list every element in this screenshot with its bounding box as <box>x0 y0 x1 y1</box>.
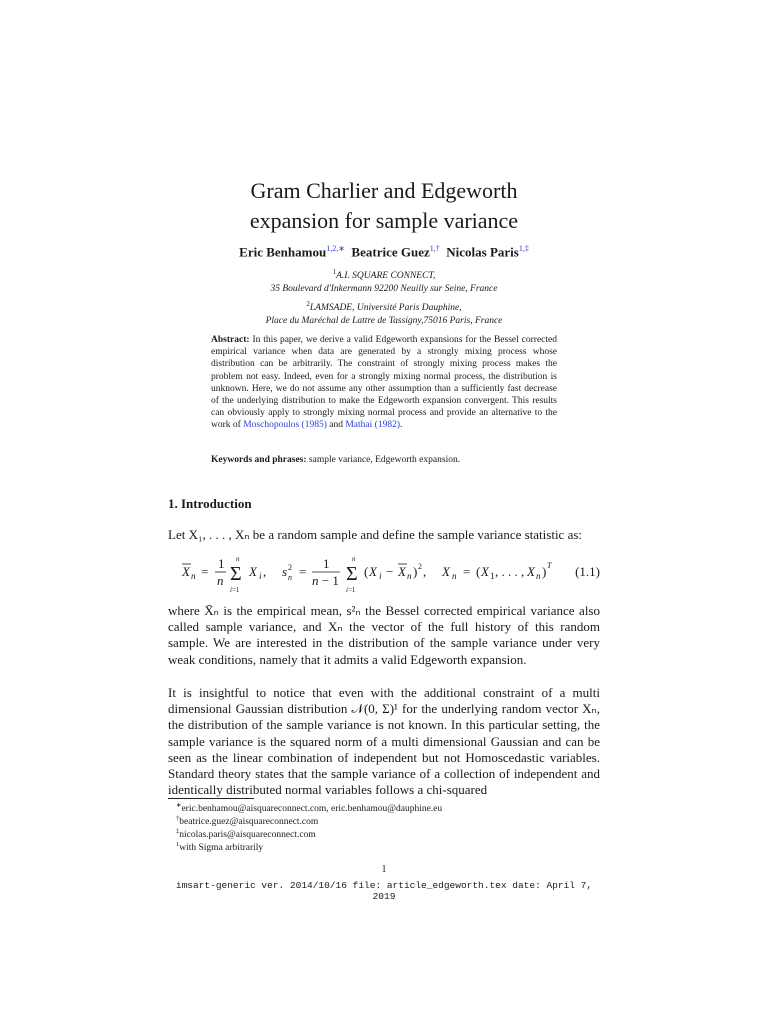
title-line-2: expansion for sample variance <box>249 208 519 233</box>
svg-text:X: X <box>249 564 257 579</box>
svg-text:X: X <box>442 564 450 579</box>
affiliation-1 <box>150 266 618 296</box>
paper-title <box>120 176 648 236</box>
svg-text:i: i <box>259 571 262 581</box>
equation-1-1 <box>168 552 600 594</box>
svg-text:n: n <box>191 571 196 581</box>
affiliation-address: Place du Maréchal de Lattre de Tassigny,75016 Paris, France <box>265 316 503 327</box>
title-line-1: Gram Charlier and Edgeworth <box>250 178 518 203</box>
footnote-text: eric.benhamou@aisquareconnect.com, eric.benhamou@dauphine.eu <box>181 804 443 815</box>
svg-text:X: X <box>369 564 377 579</box>
citation-link[interactable]: Moschopoulos (1985) <box>243 420 327 431</box>
svg-text:n: n <box>288 573 292 582</box>
keywords-label: Keywords and phrases: <box>211 455 307 465</box>
svg-text:Σ: Σ <box>230 563 242 585</box>
author-name: Nicolas Paris <box>446 244 519 260</box>
affiliation-number: 1 <box>332 268 337 276</box>
svg-text:n − 1: n − 1 <box>312 573 339 588</box>
author-affiliation-mark: 1,† <box>429 244 440 253</box>
svg-text:n: n <box>536 571 541 581</box>
svg-text:,: , <box>263 564 267 579</box>
svg-text:X: X <box>182 564 190 579</box>
svg-text:X: X <box>481 564 489 579</box>
svg-text:=: = <box>463 564 471 579</box>
footnote-mark: † <box>176 815 180 822</box>
footnote-text: beatrice.guez@aisquareconnect.com <box>179 817 319 828</box>
author-name: Beatrice Guez <box>351 244 430 260</box>
svg-text:X: X <box>527 564 535 579</box>
svg-text:2: 2 <box>288 563 292 572</box>
svg-text:1: 1 <box>218 556 225 571</box>
svg-text:1: 1 <box>323 556 330 571</box>
author-name: Eric Benhamou <box>239 244 327 260</box>
footnote-mark: 1 <box>176 841 180 848</box>
footnote-text: with Sigma arbitrarily <box>179 843 264 854</box>
svg-text:−: − <box>386 564 394 579</box>
abstract-label: Abstract: <box>211 335 250 345</box>
affiliation-number: 2 <box>306 300 310 308</box>
svg-text:(: ( <box>476 564 481 579</box>
svg-text:s: s <box>282 564 288 579</box>
svg-text:i=1: i=1 <box>346 586 356 594</box>
svg-text:2: 2 <box>418 562 422 571</box>
svg-text:n: n <box>217 573 224 588</box>
affiliation-address: 35 Boulevard d'Inkermann 92200 Neuilly sur Seine, France <box>270 284 498 295</box>
intro-sentence: Let X₁, . . . , Xₙ be a random sample and define the sample variance statistic as: <box>168 527 583 542</box>
author-affiliation-mark: 1,‡ <box>518 244 529 253</box>
svg-text:n: n <box>352 555 356 563</box>
author-list <box>120 244 648 260</box>
svg-text:): ) <box>542 564 547 579</box>
footnote <box>176 838 263 855</box>
citation-link[interactable]: Mathai (1982) <box>345 420 400 431</box>
affiliation-name: A.I. SQUARE CONNECT, <box>336 271 436 282</box>
section-heading: 1. Introduction <box>168 496 252 511</box>
footnote-mark: ‡ <box>176 828 180 835</box>
svg-text:i: i <box>379 571 382 581</box>
conjunction: and <box>329 420 343 431</box>
svg-text:=: = <box>201 564 209 579</box>
abstract: Abstract: In this paper, we derive a valid Edgeworth expansions for the Bessel corrected empirical variance when data are generated by a strongly mixing process whose distribution can be arbitrarily. The constraint of strongly mixing process makes the problem not easy. Indeed, even for a strongly mixing normal process, the distribution is unknown. Here, we do not assume any other assumption than a sufficiently fast decrease of the underlying distribution to make the Edgeworth expansion convergent. This results can obviously apply to strongly mixing normal process and provide an alternative to the work of Moschopoulos (1985) and Mathai (1982). <box>211 335 558 431</box>
svg-text:X: X <box>398 564 406 579</box>
page-number: 1 <box>381 864 387 875</box>
author-affiliation-mark: 1,2,∗ <box>326 244 345 253</box>
svg-text:T: T <box>547 561 552 570</box>
affiliation-2 <box>150 298 618 328</box>
abstract-text: In this paper, we derive a valid Edgeworth expansions for the Bessel corrected empirical variance when data are generated by a strongly mixing process whose distribution can be arbitrarily. The constraint of strongly mixing process makes the problem not easy. Indeed, even for a strongly mixing normal process, the distribution is unknown. Here, we do not assume any other assumption than a sufficiently fast decrease of the underlying distribution to make the Edgeworth expansion convergent. This results can obviously apply to strongly mixing normal process and provide an alternative to the work of <box>211 335 558 431</box>
paragraph: where X̄ₙ is the empirical mean, s²ₙ the Bessel corrected empirical variance also called sample variance, and Xₙ the vector of the full history of this random sample. We are interested in the distribution of the sample variance under very weak conditions, namely that it admits a valid Edgeworth expansion. <box>168 603 600 667</box>
equation-graphic <box>168 552 600 594</box>
svg-text:n: n <box>407 571 412 581</box>
svg-text:n: n <box>236 555 240 563</box>
footnote-mark: ∗ <box>176 802 182 809</box>
svg-text:=: = <box>299 564 307 579</box>
paragraph: It is insightful to notice that even with the additional constraint of a multi dimensional Gaussian distribution 𝒩(0, Σ)¹ for the underlying random vector Xₙ, the distribution of the sample variance is not known. In this particular setting, the sample variance is the squared norm of a multi dimensional Gaussian and can be seen as the linear combination of independent but not Homoscedastic variables. Standard theory states that the sample variance of a collection of independent and identically distributed normal variables follows a chi-squared <box>168 685 600 798</box>
svg-text:,: , <box>423 564 427 579</box>
affiliation-name: LAMSADE, Université Paris Dauphine, <box>309 303 462 314</box>
keywords-text: sample variance, Edgeworth expansion. <box>308 455 461 465</box>
footnote-text: nicolas.paris@aisquareconnect.com <box>179 830 316 841</box>
svg-text:, . . . ,: , . . . , <box>495 564 525 579</box>
page-footer: imsart-generic ver. 2014/10/16 file: article_edgeworth.tex date: April 7, 2019 <box>175 880 593 902</box>
svg-text:i=1: i=1 <box>230 586 240 594</box>
svg-text:(: ( <box>364 564 369 579</box>
equation-number: (1.1) <box>575 564 600 579</box>
keywords <box>211 455 557 465</box>
svg-text:): ) <box>413 564 418 579</box>
svg-text:Σ: Σ <box>346 563 358 585</box>
svg-text:1: 1 <box>490 571 495 581</box>
svg-text:n: n <box>452 571 457 581</box>
